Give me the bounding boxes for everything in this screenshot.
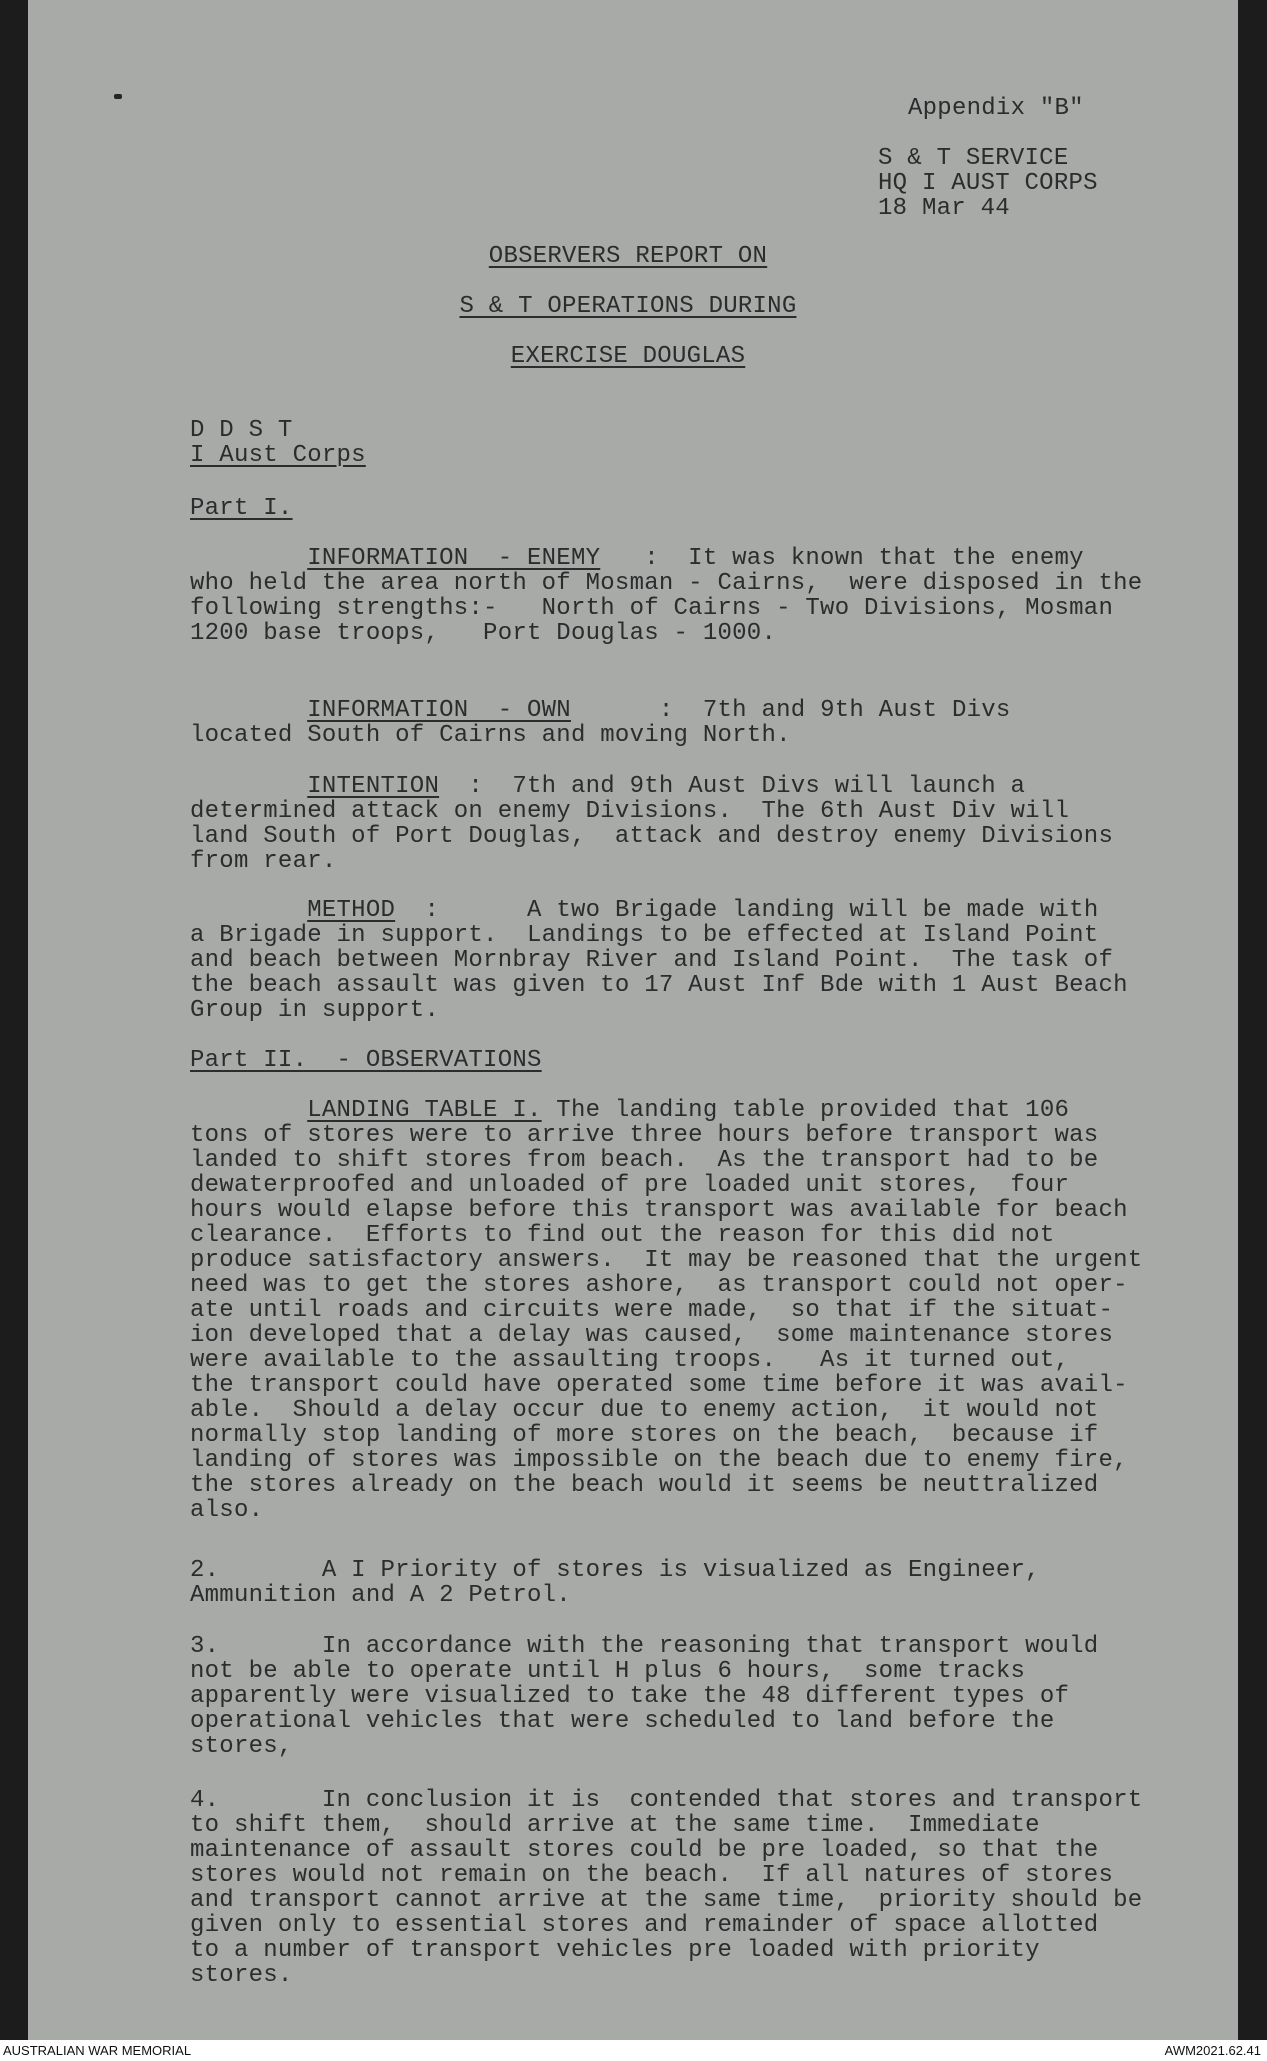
- footer-source: AUSTRALIAN WAR MEMORIAL: [3, 2043, 192, 2058]
- footer-bar: [0, 2040, 1267, 2061]
- landing-table-label: LANDING TABLE I.: [307, 1097, 542, 1124]
- unit-line-hq: HQ I AUST CORPS: [878, 170, 1098, 197]
- title-line-3: EXERCISE DOUGLAS: [510, 343, 746, 370]
- paragraph-information-enemy: INFORMATION - ENEMY : It was known that the enemy who held the area north of Mosman - Cairns, were disposed in the following strengths:- North of Cairns - Two Divisions, Mosman 1200 base troops, Port Douglas - 1000.: [190, 545, 1143, 647]
- paragraph-3: 3. In accordance with the reasoning that transport would not be able to operate until H plus 6 hours, some tracks apparently were visualized to take the 48 different types of operational vehicles that were scheduled to land before the stores,: [190, 1633, 1099, 1760]
- part-1-heading: Part I.: [190, 495, 293, 522]
- paragraph-method: METHOD : A two Brigade landing will be made with a Brigade in support. Landings to be effected at Island Point and beach between Mornbray River and Island Point. The task of the beach assault was given to 17 Aust Inf Bde with 1 Aust Beach Group in support.: [190, 897, 1128, 1024]
- appendix-label: Appendix "B": [908, 95, 1084, 122]
- paragraph-2: 2. A I Priority of stores is visualized as Engineer, Ammunition and A 2 Petrol.: [190, 1557, 1040, 1609]
- intention-label: INTENTION: [307, 773, 440, 800]
- paragraph-information-own: INFORMATION - OWN : 7th and 9th Aust Divs located South of Cairns and moving North.: [190, 697, 1011, 749]
- title-line-2: S & T OPERATIONS DURING: [459, 293, 797, 320]
- title-line-1: OBSERVERS REPORT ON: [488, 243, 768, 270]
- unit-line-service: S & T SERVICE: [878, 145, 1069, 172]
- document-page: [28, 0, 1238, 2040]
- footer-reference: AWM2021.62.41: [1164, 2043, 1261, 2058]
- addressee-line-1: D D S T: [190, 417, 293, 444]
- paragraph-4: 4. In conclusion it is contended that stores and transport to shift them, should arrive at the same time. Immediate maintenance of assault stores could be pre loaded, so that the stores would not remain on the beach. If all natures of stores and transport cannot arrive at the same time, priority should be given only to essential stores and remainder of space allotted to a number of transport vehicles pre loaded with priority stores.: [190, 1787, 1143, 1989]
- paragraph-intention: INTENTION : 7th and 9th Aust Divs will launch a determined attack on enemy Divisions. The 6th Aust Div will land South of Port Douglas, attack and destroy enemy Divisions from rear.: [190, 773, 1114, 875]
- information-enemy-label: INFORMATION - ENEMY: [307, 545, 601, 572]
- addressee-line-2: I Aust Corps: [190, 442, 366, 469]
- ink-mark: [114, 94, 122, 99]
- report-date: 18 Mar 44: [878, 195, 1010, 222]
- paragraph-landing-table: LANDING TABLE I. The landing table provided that 106 tons of stores were to arrive three hours before transport was landed to shift stores from beach. As the transport had to be dewaterproofed and unloaded of pre loaded unit stores, four hours would elapse before this transport was available for beach clearance. Efforts to find out the reason for this did not produce satisfactory answers. It may be reasoned that the urgent need was to get the stores ashore, as transport could not oper- ate until roads and circuits were made, so that if the situat- ion developed that a delay was caused, some maintenance stores were available to the assaulting troops. As it turned out, the transport could have operated some time before it was avail- able. Should a delay occur due to enemy action, it would not normally stop landing of more stores on the beach, because if landing of stores was impossible on the beach due to enemy fire, the stores already on the beach would it seems be neuttralized also.: [190, 1097, 1143, 1524]
- part-2-heading: Part II. - OBSERVATIONS: [190, 1047, 542, 1074]
- information-own-label: INFORMATION - OWN: [307, 697, 571, 724]
- method-label: METHOD: [307, 897, 396, 924]
